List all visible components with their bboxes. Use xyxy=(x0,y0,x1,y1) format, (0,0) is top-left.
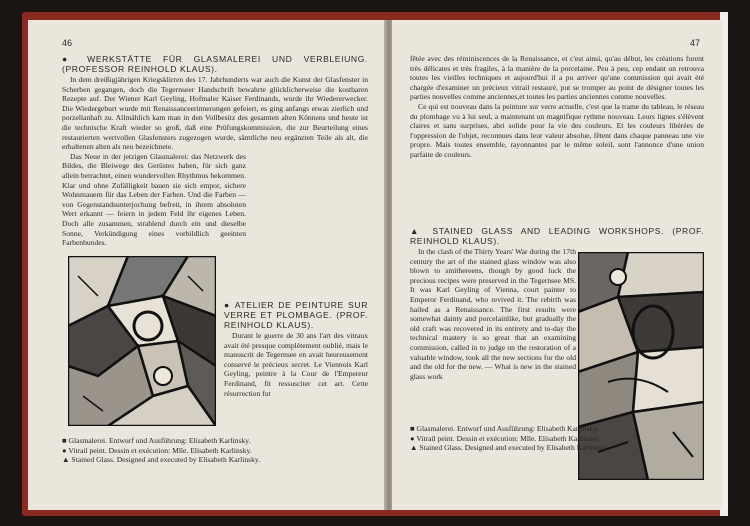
page-number: 46 xyxy=(62,38,73,48)
german-heading: ● WERKSTÄTTE FÜR GLASMALEREI UND VERBLEIUNG. (PROFESSOR REINHOLD KLAUS). xyxy=(62,54,368,74)
caption-german: ■ Glasmalerei. Entwurf und Ausführung: Elisabeth Karlinsky. xyxy=(62,436,251,445)
book-spread xyxy=(22,12,728,516)
right-page xyxy=(392,20,722,510)
french-continuation xyxy=(410,54,704,160)
english-paragraph-1: In the clash of the Thirty Years' War during the 17th century the art of the stained glass window was also blown to smithereens, though by good luck the precious recipes were preserved in the Tegernsee MS. It was Karl Geyling of Vienna, court painter to Emperor Ferdinand, who revived it. The rebirth was hailed as a Renaissance. The first results were somewhat dainty and porcelainlike, but gradually the old craft was recovered in its entirety and to-day the technical mastery is so great that an examining commission, called in to judge on the restoration of a valuable window, took all the new sections for the old and the old for the new. — What is new in the stained glass work xyxy=(410,247,576,381)
french-paragraph-2: Ce qui est nouveau dans la peinture sur verre actuelle, c'est que la trame du tableau, le réseau du plombage vu à lui seul, a maintenant un magnifique rythme nouveau. Leurs lignes s'élèvent claires et sans surprises, abri solide pour la vie des couleurs. Et les couleurs libérées de l'oppression de l'objet, reconnues dans leur valeur absolue, fêtent dans chaque panneau une vie propre. Mais toutes ensemble, rayonnantes par le même soleil, sont l'annonce d'une union parfaite de couleurs. xyxy=(410,101,704,159)
caption-french: ● Vitrail peint. Dessin et exécution: Mlle. Elisabeth Karlinsky. xyxy=(62,445,252,455)
caption-german: ■ Glasmalerei. Entwurf und Ausführung: Elisabeth Karlinsky. xyxy=(410,424,599,433)
french-heading: ● ATELIER DE PEINTURE SUR VERRE ET PLOMBAGE. (PROF. REINHOLD KLAUS). xyxy=(224,300,368,330)
english-heading: ▲ STAINED GLASS AND LEADING WORKSHOPS. (PROF. REINHOLD KLAUS). xyxy=(410,226,704,246)
german-section xyxy=(62,54,368,248)
french-section xyxy=(224,300,368,398)
german-paragraph-2: Das Neue in der jetzigen Glasmalerei: das Netzwerk des Bildes, die Bleiwege des Gerüstes haben, für sich ganz allein betrachtet, einen wundervollen Rhythmus bekommen. Klar und ohne Zufälligkeit bauen sie sich empor, sichere Wohnmauern für das Leben der Farben. Und die Farben — von Gegenstandsunterjochung befreit, in ihrem absoluten Wert erkannt — feiern in jedem Feld ihr eigenes Leben. Doch alle zusammen, strahlend durch ein und dieselbe Sonne, Verkündigung eines vorbildlich geeinten Farbenbundes. xyxy=(62,151,246,248)
left-captions xyxy=(62,436,260,465)
page-number: 47 xyxy=(689,38,700,48)
stained-glass-image-left xyxy=(68,256,216,426)
caption-french: ● Vitrail peint. Dessin et exécution: Mlle. Elisabeth Karlinsky. xyxy=(410,433,600,443)
caption-english: ▲ Stained Glass. Designed and executed by Elisabeth Karlinsky. xyxy=(410,443,609,453)
french-paragraph-cont: fêtée avec des réminiscences de la Renaissance, et c'est ainsi, qu'au début, les créations furent très délicates et très fragiles, à la manière de la porcelaine. Peu à peu, cep endant on retrouva toutes les vieilles techniques et aujourd'hui il a pu arriver qu'une commission qui avait été chargée d'examiner un précieux vitrail restauré, put se tromper au point de désigner toutes les parties nouvelles comme anciennes,et toutes les parties anciennes comme nouvelles. xyxy=(410,54,704,102)
left-page xyxy=(28,20,386,510)
caption-english: ▲ Stained Glass. Designed and executed by Elisabeth Karlinsky. xyxy=(62,455,261,465)
right-captions xyxy=(410,424,608,453)
german-paragraph-1: In dem dreißigjährigen Kriegsklirren des 17. Jahrhunderts war auch die Kunst der Glasfenster in Scherben gegangen, doch die Tegernseer Handschrift bewahrte glücklicherweise die kostbaren Rezepte auf. Der Wiener Karl Geyling, Hofmaler Kaiser Ferdinands, wurde ihr Wiedererwecker. Die Wiedergeburt wurde mit Renaissanceerinnerungen gefeiert, es ging anfangs etwas zierlich und porzellanhaft zu. Allmählich kam man in den Vollbesitz des gesamten alten Könnens und heute ist die technische Kraft wieder so groß, daß eine Prüfungskommission, die zur Beurteilung eines restaurierten wertvollen Glasfensters zugezogen wurde, sämtliche neu ergänzten Teile als alt, die erhaltenen alten als neu bezeichnete. xyxy=(62,75,368,152)
french-paragraph-1: Durant le guerre de 30 ans l'art des vitraux avait été presque complètement oublié, mais le manuscrit de Tegernsee en avait heureusement conservé le précieux secret. Le Viennois Karl Geyling, peintre à la Cour de l'Empereur Ferdinand, fit ressusciter cet art. Cette résurrection fut xyxy=(224,331,368,398)
